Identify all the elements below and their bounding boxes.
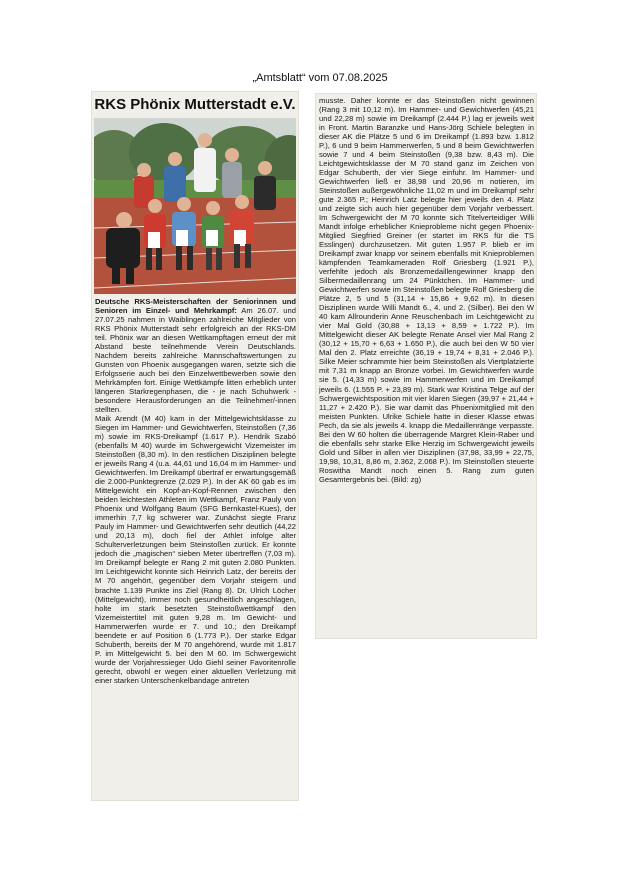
article-column-right [319,96,534,636]
article-paragraph: Maik Arendt (M 40) kam in der Mittelgewichtsklasse zu Siegen im Hammer- und Gewichtwerfen, Steinstoßen (7,36 m) sowie im RKS-Dreikampf (1.617 P.). Hendrik Szabó (ebenfalls M 40) wurde im Schwergewicht Vizemeister im Steinstoßen (8,30 m). In den restlichen Disziplinen belegte er jeweils Rang 4 (u.a. 44,61 und 16,04 m im Hammer- und Gewichtwerfen. Im Dreikampf übertraf er erwartungsgemäß die 2.000-Punktegrenze (2.029 P.). In der AK 60 gab es im Mittelgewicht ein Kopf-an-Kopf-Rennen zwischen den beiden leichtesten Athleten im Wettkampf, Franz Pauly von Phoenix und Wolfgang Baum (SFG Bernkastel-Kues), der immerhin 7,7 kg schwerer war. Zunächst siegte Franz Pauly im Hammer- und Gewichtwerfen sehr deutlich (44,22 und 20,13 m), doch fiel der Athlet infolge alter Schulterverletzungen beim Steinstoßen zurück. Er konnte jedoch die „magischen“ sieben Meter übertreffen (7,03 m). Im Dreikampf belegte er Rang 2 mit guten 2.080 Punkten. Im Leichtgewicht konnte sich Heinrich Latz, der bereits der M 70 angehört, gegenüber dem Vorjahr steigern und brachte 1.139 Punkte ins Ziel (Rang 8). Dr. Ulrich Löcher (Mittelgewicht), immer noch gesundheitlich angeschlagen, holte im stark besetzten Steinstoßwettkampf den Vizemeistertitel mit guten 9,28 m. Im Gewicht- und Hammerwerfen wurde er 7. und 10.; den Dreikampf beendete er auf Position 6 (1.773 P.). Der starke Edgar Schuberth, bereits der M 70 angehörend, wurde mit 1.817 P. im Mittelgewicht 5. bei den M 60. Im Schwergewicht wurde der Vorjahressieger Udo Giehl seiner Favoritenrolle gerecht, obwohl er wegen einer aktuellen Verletzung mit einer starken Unterschenkelbandage antreten [95,414,296,685]
article-subheadline: Deutsche RKS-Meisterschaften der Seniorinnen und Senioren im Einzel- und Mehrkampf: [95,297,296,316]
article-column-left [95,297,296,798]
article-paragraph: musste. Daher konnte er das Steinstoßen nicht gewinnen (Rang 3 mit 10,12 m). Im Hammer- und Gewichtwerfen (45,21 und 22,28 m) sowie im Dreikampf (2.444 P.) lag er jeweils weit in Front. Martin Baranzke und Hans-Jörg Schiele belegten in dieser AK die Plätze 5 und 6 im Dreikampf (1.893 bzw. 1.812 P.), 6 und 9 beim Hammerwerfen, 5 und 8 beim Gewichtwerfen sowie 7 und 4 beim Steinstoßen (9,38 bzw. 8,43 m). Die Leichtgewichtsklasse der M 70 stand ganz im Zeichen von Edgar Schuberth, der vier Siege einfuhr. Im Hammer- und Gewichtwerfen ließ er 38,98 und 20,96 m notieren, im Steinstoßen außergewöhnliche 11,02 m und im Dreikampf sehr gute 2.365 P.; Heinrich Latz belegte hier jeweils den 4. Platz und zeigte sich auch hier gegenüber dem Vorjahr verbessert. Im Schwergewicht der M 70 konnte sich Titelverteidiger Willi Mandt infolge erheblicher Knieprobleme nicht gegen Phoenix-Mitglied Siegfried Greiner (er startet im RKS für die TS Esslingen) durchzusetzen. Mit guten 1.957 P. blieb er im Dreikampf zwar knapp vor seinem ebenfalls mit Knieproblemen kämpfenden Teamkameraden Rolf Griesberg (1.921 P.), verfehlte jedoch als Bronzemedaillengewinner knapp den Silbermedaillenrang um 24 Pünktchen. Im Hammer- und Gewichtwerfen sowie im Steinstoßen belegte Rolf Griesberg die Plätze 2, 5 und 5 (31,14 + 15,86 + 9,62 m). In diesen Disziplinen wurde Willi Mandt 6., 4. und 2. (Silber). Bei den W 40 kam Allrounderin Anne Reuschenbach im Leichtgewicht zu vier Mal Gold (30,88 + 13,13 + 8,59 + 1.722 P.). Im Mittelgewicht dieser AK belegte Renate Ansel vier Mal Rang 2 (30,12 + 15,70 + 6,63 + 1.650 P.), die auch bei den W 50 vier Mal den 2. Platz erreichte (36,19 + 19,74 + 8,31 + 2.046 P.). Silke Meier schrammte hier beim Steinstoßen als Viertplatzierte mit 7,31 m knapp an Bronze vorbei. Im Gewichtwerfen wurde sie 5. (14,33 m) sowie im Hammerwerfen und im Dreikampf jeweils 6. (1.555 P. + 23,89 m). Stark war Kristina Telge auf der Schwergewichtsposition mit vier klaren Siegen (39,97 + 21,44 + 11,27 + 2.420 P.). Sie war damit das Phoenixmitglied mit den meisten Punkten. Ulrike Schiele hatte in dieser Klasse etwas Pech, da sie als jeweils 4. knapp die Medaillenränge verpasste. Bei den W 60 holten die überragende Margret Klein-Raber und die ebenfalls sehr starke Elke Herzig im Schwergewicht jeweils Gold und Silber in allen vier Disziplinen (37,98, 33,99 + 22,75, 19,98, 10,31, 8,86 m, 2.362, 2.068 P.). Im Steinstoßen steuerte Roswitha Mandt noch einen 5. Rang zum guten Gesamtergebnis bei. (Bild: zg) [319,96,534,484]
article-headline: RKS Phönix Mutterstadt e.V. [94,96,296,113]
header-note: „Amtsblatt“ vom 07.08.2025 [252,72,388,84]
team-photo [94,118,296,294]
group-photo-athletes [94,118,296,294]
article-paragraph: Am 26.07. und 27.07.25 nahmen in Waiblingen zahlreiche Mitglieder von RKS Phönix Mutterstadt sehr erfolgreich an der RKS-DM teil. Phönix war an diesen Wettkampftagen erneut der mit Abstand beste teilnehmende Verein Deutschlands. Nachdem bereits zahlreiche Mannschaftswertungen zu Gunsten von Phoenix ausgegangen waren, setzte sich die Erfolgsserie auch bei den Einzelwettbewerben sowie den Mehrkämpfen fort. Einige Wettkämpfe litten erheblich unter längeren Starkregenphasen, die - je nach Schuhwerk - besondere Herausforderungen an die Teilnehmer/-innen stellten. [95,306,296,415]
